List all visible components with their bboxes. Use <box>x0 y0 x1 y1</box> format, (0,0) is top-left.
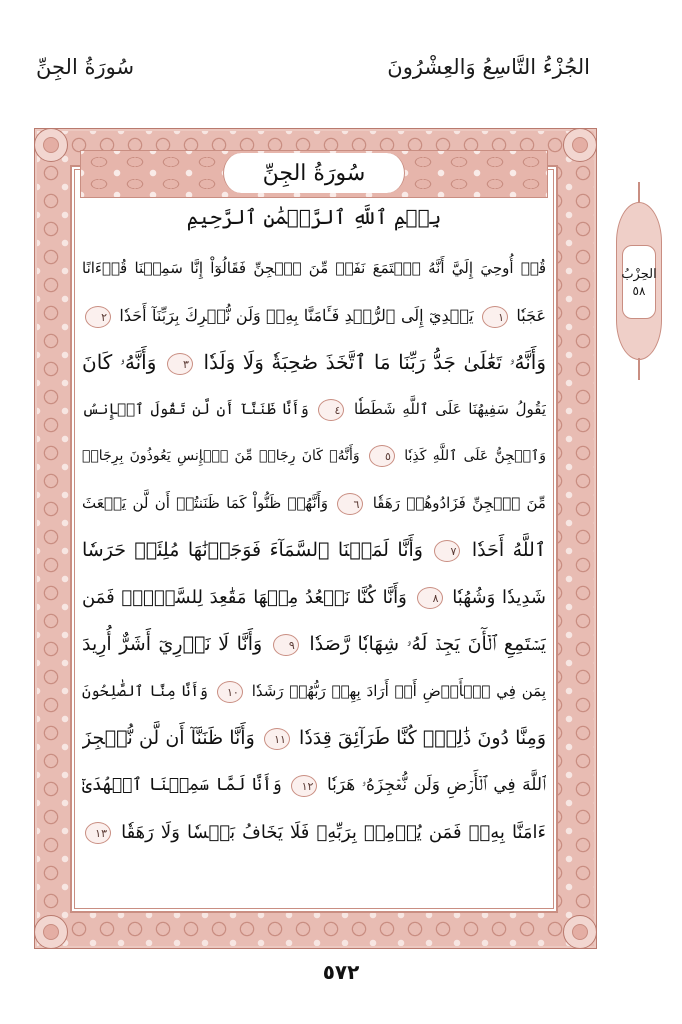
verse-line <box>82 292 546 339</box>
ayah-number-marker: ١٢ <box>291 775 317 797</box>
verse-text: يَقُولُ سَفِيهُنَا عَلَى ٱللَّهِ شَطَطٗا <box>353 400 546 418</box>
text-panel <box>70 160 558 913</box>
verse-text: قُلۡ أُوحِيَ إِلَيَّ أَنَّهُ ٱسۡتَمَعَ نَفَرٞ مِّنَ ٱلۡجِنِّ فَقَالُوٓاْ إِنَّا سَمِعۡنَا قُرۡءَانًا <box>82 259 546 277</box>
verse-text: وَأَنَّا لَا نَدۡرِيٓ أَشَرٌّ أُرِيدَ <box>82 633 263 655</box>
surah-title-cartouche <box>223 153 405 193</box>
corner-ornament <box>563 128 597 162</box>
corner-ornament <box>34 128 68 162</box>
ayah-number-marker: ٧ <box>434 540 460 562</box>
ayah-number-marker: ١ <box>482 306 508 328</box>
corner-ornament <box>34 915 68 949</box>
verse-text: وَأَنَّهُمۡ ظَنُّواْ كَمَا ظَنَنتُمۡ أَن لَّن يَبۡعَثَ <box>82 494 329 512</box>
ayah-number-marker: ٩ <box>273 634 299 656</box>
verse-text: يَسۡتَمِعِ ٱلۡأٓنَ يَجِدۡ لَهُۥ شِهَابٗا رَّصَدٗا <box>309 633 546 655</box>
verse-text: عَجَبٗا <box>516 306 546 325</box>
hizb-number: ٥٨ <box>632 283 646 298</box>
verse-text: وَأَنَّا مِنَّا ٱلصَّٰلِحُونَ <box>82 682 208 700</box>
verse-line <box>82 480 546 527</box>
surah-header: سُورَةُ الجِنِّ <box>36 55 135 79</box>
hizb-stem <box>638 358 640 380</box>
verse-line <box>82 433 546 480</box>
hizb-marker <box>616 182 662 380</box>
verse-text: وَأَنَّا لَمَّا سَمِعۡنَا ٱلۡهُدَىٰٓ <box>82 775 282 795</box>
verse-line <box>82 668 546 715</box>
verse-text: يَهۡدِيٓ إِلَى ٱلرُّشۡدِ فَـَٔامَنَّا بِهِۦۖ وَلَن نُّشۡرِكَ بِرَبِّنَآ أَحَدٗا <box>119 306 474 325</box>
verse-text: وَأَنَّا ظَنَنَّآ أَن لَّن تَقُولَ ٱلۡإِنسُ <box>82 400 309 418</box>
verse-text: بِمَن فِي ٱلۡأَرۡضِ أَمۡ أَرَادَ بِهِمۡ رَبُّهُمۡ رَشَدٗا <box>251 682 546 700</box>
corner-ornament <box>563 915 597 949</box>
page-number: ٥٧٢ <box>322 960 360 984</box>
verse-text: وَأَنَّهُۥ كَانَ رِجَالٞ مِّنَ ٱلۡإِنسِ يَعُوذُونَ بِرِجَالٖ <box>82 448 360 464</box>
ayah-number-marker: ٣ <box>167 353 193 375</box>
verse-line <box>82 386 546 433</box>
verse-text: وَمِنَّا دُونَ ذَٰلِكَۖ كُنَّا طَرَآئِقَ قِدَدٗا <box>299 727 546 749</box>
hizb-label: الحِزْبُ <box>621 266 657 282</box>
hizb-stem <box>638 182 640 204</box>
ayah-number-marker: ٢ <box>85 306 111 328</box>
verse-line <box>82 715 546 762</box>
verse-line <box>82 762 546 809</box>
verse-text: وَٱلۡجِنُّ عَلَى ٱللَّهِ كَذِبٗا <box>404 448 546 464</box>
juz-header: الجُزْءُ التَّاسِعُ وَالعِشْرُونَ <box>387 55 590 79</box>
ayah-number-marker: ٤ <box>318 399 344 421</box>
ayah-number-marker: ١٣ <box>85 822 111 844</box>
verse-line <box>82 527 546 574</box>
ayah-number-marker: ٦ <box>337 493 363 515</box>
verse-text: وَأَنَّا لَمَسۡنَا ٱلسَّمَآءَ فَوَجَدۡنَٰهَا مُلِئَتۡ حَرَسٗا <box>82 539 423 561</box>
surah-title-band <box>80 150 548 198</box>
verse-text: شَدِيدٗا وَشُهُبٗا <box>452 587 546 608</box>
verse-lines <box>82 245 546 856</box>
verse-text: وَأَنَّهُۥ تَعَٰلَىٰ جَدُّ رَبِّنَا مَا ٱتَّخَذَ صَٰحِبَةٗ وَلَا وَلَدٗا <box>203 350 546 374</box>
hizb-medallion <box>616 202 662 360</box>
verse-text: ٱللَّهُ أَحَدٗا <box>471 539 546 561</box>
ayah-number-marker: ٨ <box>417 587 443 609</box>
ayah-number-marker: ١١ <box>264 728 290 750</box>
hizb-label-box <box>622 245 656 319</box>
verse-line <box>82 621 546 668</box>
verse-text: ٱللَّهَ فِي ٱلۡأَرۡضِ وَلَن نُّعۡجِزَهُۥ هَرَبٗا <box>327 775 546 795</box>
verse-line <box>82 339 546 386</box>
verse-line <box>82 245 546 292</box>
verse-line <box>82 809 546 856</box>
verse-text: وَأَنَّهُۥ كَانَ <box>82 350 157 374</box>
ayah-number-marker: ٥ <box>369 445 395 467</box>
verse-text: وَأَنَّا ظَنَنَّآ أَن لَّن نُّعۡجِزَ <box>82 727 255 749</box>
verse-text: مِّنَ ٱلۡجِنِّ فَزَادُوهُمۡ رَهَقٗا <box>372 494 546 512</box>
verse-text: ءَامَنَّا بِهِۦۖ فَمَن يُؤۡمِنۢ بِرَبِّهِۦ فَلَا يَخَافُ بَخۡسٗا وَلَا رَهَقٗا <box>121 822 546 843</box>
basmala: بِسۡمِ ٱللَّهِ ٱلرَّحۡمَٰنِ ٱلرَّحِيمِ <box>186 205 442 229</box>
surah-title: سُورَةُ الجِنِّ <box>262 160 366 186</box>
ayah-number-marker: ١٠ <box>217 681 243 703</box>
verse-line <box>82 574 546 621</box>
verse-text: وَأَنَّا كُنَّا نَقۡعُدُ مِنۡهَا مَقَٰعِدَ لِلسَّمۡعِۖ فَمَن <box>82 587 407 608</box>
